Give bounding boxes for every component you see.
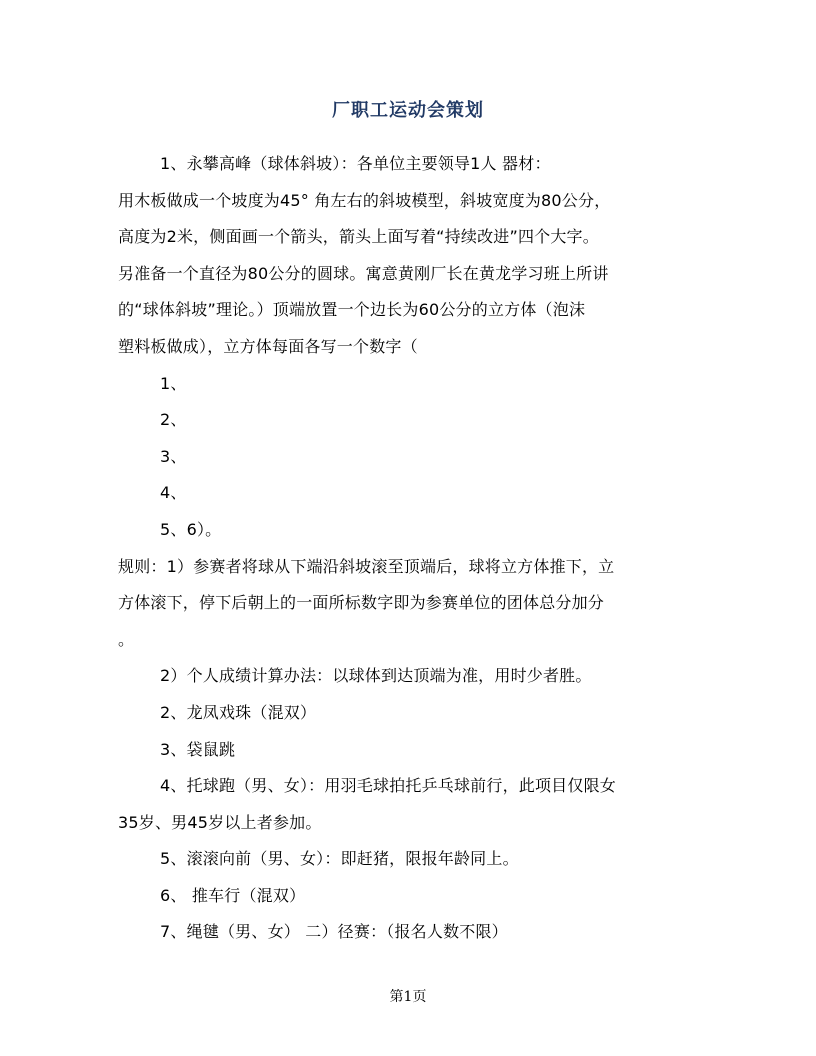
- list-item: 4、托球跑（男、女）：用羽毛球拍托乒乓球前行，此项目仅限女: [160, 776, 616, 796]
- list-item: 6、 推车行（混双）: [160, 885, 306, 905]
- paragraph-line: 用木板做成一个坡度为45° 角左右的斜坡模型，斜坡宽度为80公分，: [118, 190, 611, 210]
- paragraph-line: 2）个人成绩计算办法：以球体到达顶端为准，用时少者胜。: [160, 666, 592, 686]
- list-item: 7、绳毽（男、女） 二）径赛：（报名人数不限）: [160, 922, 508, 942]
- paragraph-line: 35岁、男45岁以上者参加。: [118, 812, 322, 832]
- list-item: 5、6）。: [160, 519, 222, 539]
- paragraph-line: 另准备一个直径为80公分的圆球。寓意黄刚厂长在黄龙学习班上所讲: [118, 263, 609, 283]
- paragraph-line: 的“球体斜坡”理论。）顶端放置一个边长为60公分的立方体（泡沫: [118, 300, 586, 320]
- list-item: 2、龙凤戏珠（混双）: [160, 702, 317, 722]
- document-body: [118, 146, 698, 951]
- list-item: 3、: [160, 446, 187, 466]
- list-item: 2、: [160, 410, 187, 430]
- paragraph-line: 塑料板做成），立方体每面各写一个数字（: [118, 336, 418, 356]
- paragraph-line: 。: [118, 629, 135, 649]
- paragraph-line: 1、永攀高峰（球体斜坡）：各单位主要领导1人 器材：: [160, 154, 551, 173]
- list-item: 1、: [160, 373, 187, 393]
- paragraph-line: 高度为2米，侧面画一个箭头，箭头上面写着“持续改进”四个大字。: [118, 227, 599, 247]
- page-number: 第1页: [389, 989, 427, 1005]
- list-item: 5、滚滚向前（男、女）：即赶猪，限报年龄同上。: [160, 849, 519, 869]
- document-title: 厂职工运动会策划: [332, 100, 484, 121]
- paragraph-line: 方体滚下，停下后朝上的一面所标数字即为参赛单位的团体总分加分: [118, 593, 605, 613]
- list-item: 4、: [160, 483, 187, 503]
- list-item: 3、袋鼠跳: [160, 739, 236, 759]
- paragraph-line: 规则：1）参赛者将球从下端沿斜坡滚至顶端后，球将立方体推下，立: [118, 556, 615, 576]
